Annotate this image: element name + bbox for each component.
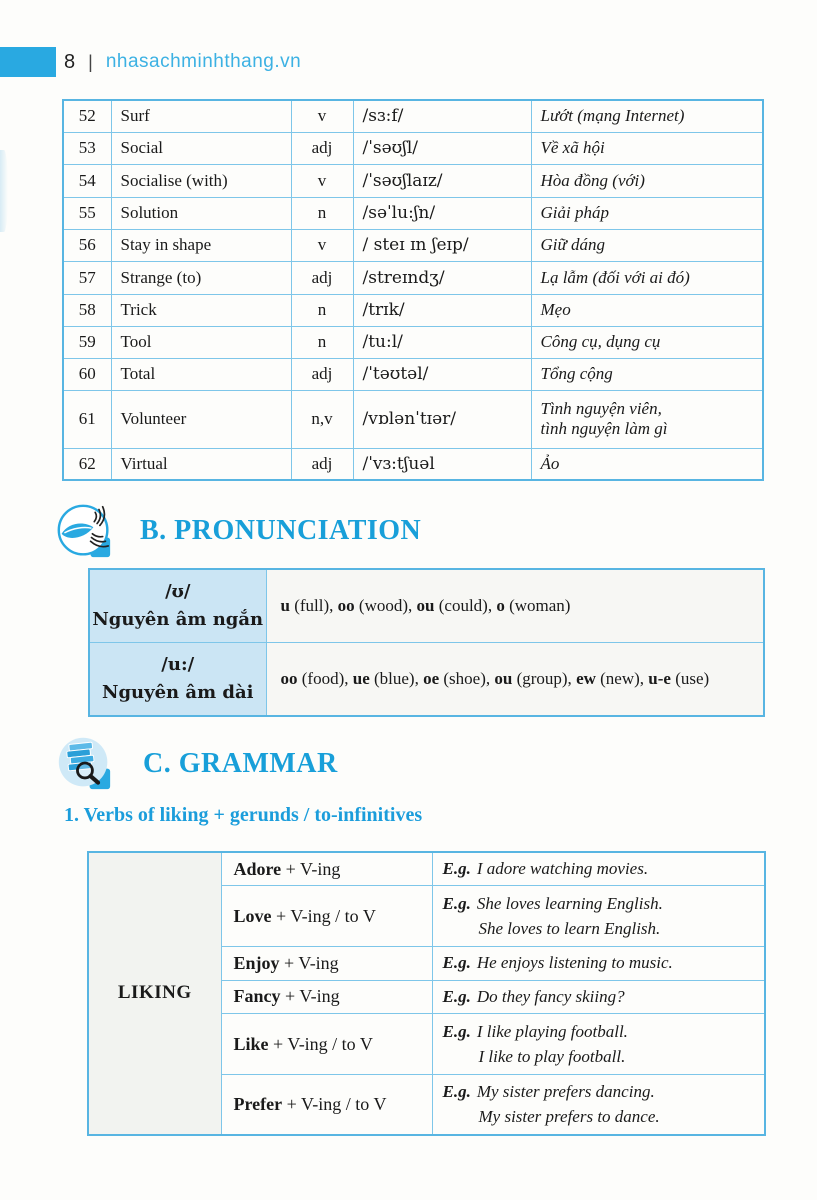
vocab-word: Volunteer xyxy=(111,390,291,448)
vocab-ipa: /streɪndʒ/ xyxy=(353,261,531,294)
examples-cell: u (full), oo (wood), ou (could), o (woman) xyxy=(266,569,764,643)
vocab-pos: v xyxy=(291,164,353,197)
pattern-cell: Love + V-ing / to V xyxy=(221,886,432,947)
page-edge-tab xyxy=(0,47,56,77)
vocab-meaning: Lạ lẫm (đối với ai đó) xyxy=(531,261,763,294)
table-row xyxy=(63,326,763,358)
vocab-meaning: Lướt (mạng Internet) xyxy=(531,100,763,132)
vocab-word: Virtual xyxy=(111,448,291,480)
vocab-ipa: /tu:l/ xyxy=(353,326,531,358)
vocab-num: 57 xyxy=(63,261,111,294)
table-row xyxy=(63,261,763,294)
vocab-ipa: /səˈlu:ʃn/ xyxy=(353,197,531,229)
pattern-cell: Enjoy + V-ing xyxy=(221,947,432,980)
vocab-pos: adj xyxy=(291,261,353,294)
vocab-ipa: /trɪk/ xyxy=(353,294,531,326)
phoneme-cell xyxy=(89,569,266,643)
table-row xyxy=(63,448,763,480)
example-cell: E.g. Do they fancy skiing? xyxy=(432,980,765,1013)
vocab-word: Social xyxy=(111,132,291,164)
vocab-meaning: Giữ dáng xyxy=(531,229,763,261)
vocab-pos: n xyxy=(291,294,353,326)
table-row xyxy=(63,100,763,132)
vocab-ipa: /ˈsəʊʃlaɪz/ xyxy=(353,164,531,197)
vocab-num: 52 xyxy=(63,100,111,132)
vocab-pos: adj xyxy=(291,132,353,164)
table-row xyxy=(63,229,763,261)
example-cell: E.g. She loves learning English. She loves to learn English. xyxy=(432,886,765,947)
grammar-books-icon xyxy=(56,735,112,791)
vocab-pos: adj xyxy=(291,358,353,390)
examples-cell: oo (food), ue (blue), oe (shoe), ou (group), ew (new), u-e (use) xyxy=(266,643,764,717)
vocab-word: Surf xyxy=(111,100,291,132)
table-row xyxy=(88,852,765,886)
category-cell: LIKING xyxy=(88,852,221,1135)
vocab-pos: adj xyxy=(291,448,353,480)
page-header xyxy=(64,46,301,78)
table-row xyxy=(63,132,763,164)
vocab-ipa: /ˈsəʊʃl/ xyxy=(353,132,531,164)
vocab-num: 53 xyxy=(63,132,111,164)
example-cell: E.g. I like playing football. I like to play football. xyxy=(432,1014,765,1075)
vocab-num: 55 xyxy=(63,197,111,229)
vocab-pos: n xyxy=(291,326,353,358)
vocab-num: 61 xyxy=(63,390,111,448)
vocabulary-table xyxy=(62,99,764,481)
example-cell: E.g. My sister prefers dancing. My sister prefers to dance. xyxy=(432,1075,765,1135)
example-cell: E.g. He enjoys listening to music. xyxy=(432,947,765,980)
vocab-num: 62 xyxy=(63,448,111,480)
phoneme-symbol: /ʊ/ xyxy=(165,581,191,603)
vocab-meaning: Công cụ, dụng cụ xyxy=(531,326,763,358)
vocab-word: Strange (to) xyxy=(111,261,291,294)
phoneme-symbol: /u:/ xyxy=(161,654,195,676)
vocab-ipa: /sɜ:f/ xyxy=(353,100,531,132)
vocab-num: 60 xyxy=(63,358,111,390)
vocab-meaning: Hòa đồng (với) xyxy=(531,164,763,197)
page-edge-smudge xyxy=(0,150,8,232)
phoneme-cell xyxy=(89,643,266,717)
vocab-meaning: Tình nguyện viên, tình nguyện làm gì xyxy=(531,390,763,448)
section-c-heading: C. GRAMMAR xyxy=(143,748,338,779)
table-row xyxy=(63,358,763,390)
vocab-pos: n,v xyxy=(291,390,353,448)
pattern-cell: Fancy + V-ing xyxy=(221,980,432,1013)
vocab-meaning: Ảo xyxy=(531,448,763,480)
vocab-word: Trick xyxy=(111,294,291,326)
vocab-pos: v xyxy=(291,229,353,261)
phoneme-label: Nguyên âm ngắn xyxy=(92,609,264,630)
table-row xyxy=(63,294,763,326)
vocab-pos: n xyxy=(291,197,353,229)
vocab-ipa: /vɒlənˈtɪər/ xyxy=(353,390,531,448)
section-b-heading: B. PRONUNCIATION xyxy=(140,515,422,546)
vocab-word: Tool xyxy=(111,326,291,358)
pronunciation-speaking-icon xyxy=(56,503,112,559)
table-row xyxy=(89,569,764,643)
table-row xyxy=(89,643,764,717)
vocab-num: 54 xyxy=(63,164,111,197)
vocab-ipa: /ˈvɜ:tʃuəl xyxy=(353,448,531,480)
vocab-ipa: / steɪ ɪn ʃeɪp/ xyxy=(353,229,531,261)
vocab-num: 56 xyxy=(63,229,111,261)
vocab-num: 58 xyxy=(63,294,111,326)
vocab-num: 59 xyxy=(63,326,111,358)
example-cell: E.g. I adore watching movies. xyxy=(432,852,765,886)
grammar-subheading: 1. Verbs of liking + gerunds / to-infinitives xyxy=(64,804,423,826)
vocab-meaning: Về xã hội xyxy=(531,132,763,164)
table-row xyxy=(63,197,763,229)
table-row xyxy=(63,164,763,197)
publisher-site-text: nhasachminhthang.vn xyxy=(105,51,302,72)
vocab-word: Stay in shape xyxy=(111,229,291,261)
vocab-meaning: Giải pháp xyxy=(531,197,763,229)
vocab-meaning: Mẹo xyxy=(531,294,763,326)
pattern-cell: Adore + V-ing xyxy=(221,852,432,886)
vocab-meaning: Tổng cộng xyxy=(531,358,763,390)
pattern-cell: Like + V-ing / to V xyxy=(221,1014,432,1075)
vocab-word: Solution xyxy=(111,197,291,229)
vocab-pos: v xyxy=(291,100,353,132)
page-number: 8 xyxy=(64,50,76,73)
phoneme-label: Nguyên âm dài xyxy=(102,682,254,703)
table-row xyxy=(63,390,763,448)
pattern-cell: Prefer + V-ing / to V xyxy=(221,1075,432,1135)
vocab-word: Total xyxy=(111,358,291,390)
pronunciation-table xyxy=(88,568,765,717)
vocab-word: Socialise (with) xyxy=(111,164,291,197)
header-separator: | xyxy=(88,51,93,72)
vocab-ipa: /ˈtəʊtəl/ xyxy=(353,358,531,390)
grammar-table xyxy=(87,851,766,1136)
